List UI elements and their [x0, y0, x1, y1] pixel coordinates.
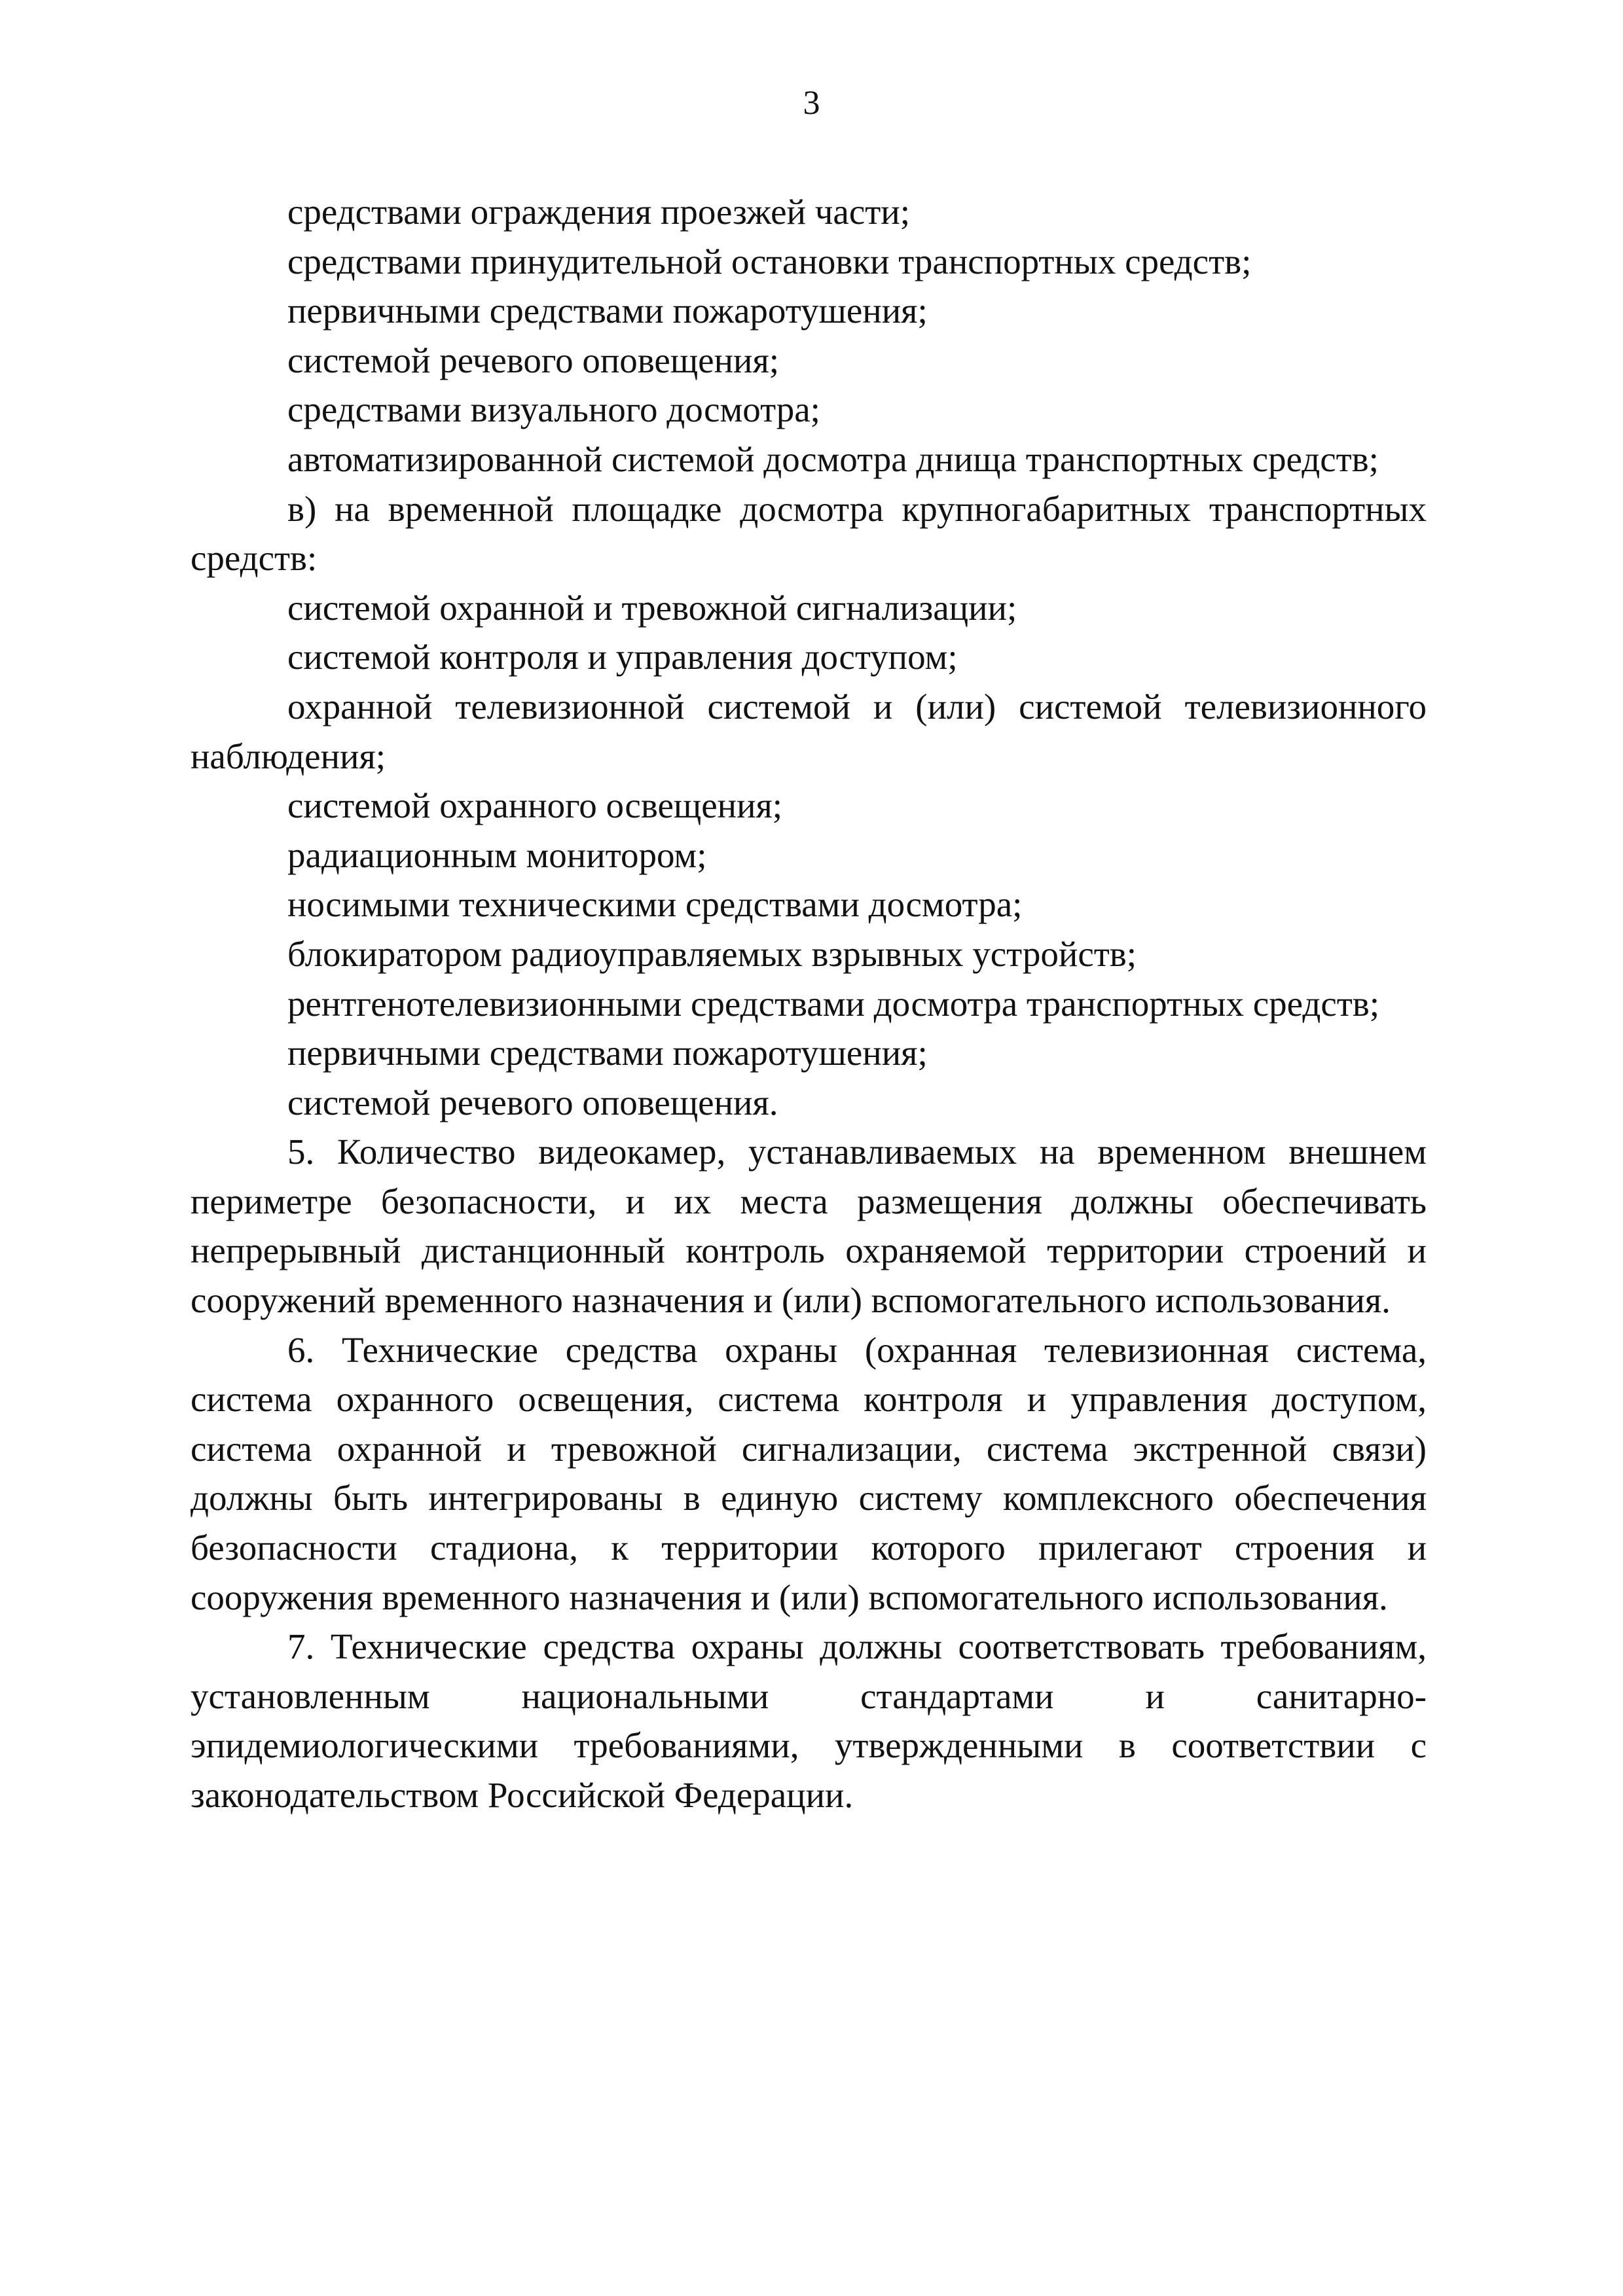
list-item: средствами визуального досмотра;	[287, 389, 820, 430]
list-item: охранной телевизионной системой и (или) системой телевизионного наблюдения;	[191, 686, 1427, 776]
list-item: системой охранного освещения;	[287, 785, 783, 826]
document-body	[191, 187, 1427, 1820]
clause-5: 5. Количество видеокамер, устанавливаемых на временном внешнем периметре безопасности, и их места размещения должны обеспечивать непрерывный дистанционный контроль охраняемой территории строений и сооружений временного назначения и (или) вспомогательного использования.	[191, 1132, 1427, 1321]
list-item: средствами принудительной остановки транспортных средств;	[287, 241, 1252, 281]
list-item: системой речевого оповещения;	[287, 340, 780, 380]
list-item: носимыми техническими средствами досмотра;	[287, 884, 1023, 925]
clause-6: 6. Технические средства охраны (охранная телевизионная система, система охранного освещения, система контроля и управления доступом, система охранной и тревожной сигнализации, система экстренной связи) должны быть интегрированы в единую систему комплексного обеспечения безопасности стадиона, к территории которого прилегают строения и сооружения временного назначения и (или) вспомогательного использования.	[191, 1329, 1427, 1617]
list-item: первичными средствами пожаротушения;	[287, 1033, 928, 1073]
list-item: системой контроля и управления доступом;	[287, 637, 958, 677]
subsection-heading: в) на временной площадке досмотра крупногабаритных транспортных средств:	[191, 488, 1427, 579]
list-item: радиационным монитором;	[287, 834, 707, 875]
clause-7: 7. Технические средства охраны должны соответствовать требованиям, установленным национальными стандартами и санитарно-эпидемиологическими требованиями, утвержденными в соответствии с законодательством Российской Федерации.	[191, 1626, 1427, 1815]
list-item: первичными средствами пожаротушения;	[287, 291, 928, 331]
list-item: автоматизированной системой досмотра днища транспортных средств;	[287, 439, 1379, 479]
list-item: системой речевого оповещения.	[287, 1082, 778, 1122]
list-item: рентгенотелевизионными средствами досмотра транспортных средств;	[287, 983, 1380, 1024]
list-item: средствами ограждения проезжей части;	[287, 192, 910, 232]
page-number: 3	[803, 84, 820, 122]
list-item: блокиратором радиоуправляемых взрывных устройств;	[287, 933, 1137, 974]
list-item: системой охранной и тревожной сигнализации;	[287, 587, 1017, 628]
